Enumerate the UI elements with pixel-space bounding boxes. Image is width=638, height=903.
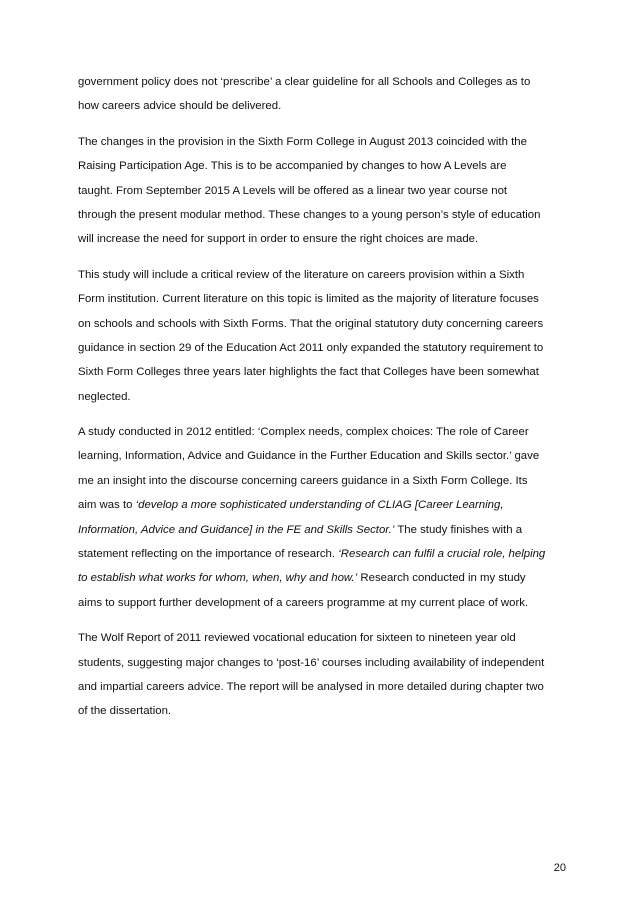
text-line xyxy=(78,420,560,444)
paragraph xyxy=(78,263,560,409)
page-number: 20 xyxy=(553,862,566,874)
text-run: Raising Participation Age. This is to be accompanied by changes to how A Levels are xyxy=(78,160,507,173)
text-run: of the dissertation. xyxy=(78,705,172,718)
text-run: guidance in section 29 of the Education Act 2011 only expanded the statutory requirement to xyxy=(78,341,544,354)
text-line xyxy=(78,360,560,384)
text-line xyxy=(78,130,560,154)
text-line xyxy=(78,651,560,675)
italic-quote: ‘Research can fulfil a crucial role, helping xyxy=(338,548,546,561)
paragraph xyxy=(78,420,560,615)
text-run: me an insight into the discourse concerning careers guidance in a Sixth Form College. Its xyxy=(78,474,528,487)
text-run: taught. From September 2015 A Levels will be offered as a linear two year course not xyxy=(78,184,508,197)
text-line xyxy=(78,287,560,311)
text-run: learning, Information, Advice and Guidance in the Further Education and Skills sector.’ gave xyxy=(78,450,540,463)
text-run: statement reflecting on the importance of research. xyxy=(78,548,339,561)
italic-quote: Information, Advice and Guidance] in the FE and Skills Sector.’ xyxy=(78,523,395,536)
text-line xyxy=(78,203,560,227)
italic-quote: to establish what works for whom, when, why and how.’ xyxy=(78,572,358,585)
text-line xyxy=(78,70,560,94)
text-run: and impartial careers advice. The report will be analysed in more detailed during chapter two xyxy=(78,680,544,693)
paragraph xyxy=(78,626,560,724)
text-run: Sixth Form Colleges three years later highlights the fact that Colleges have been somewhat xyxy=(78,366,539,379)
text-run: on schools and schools with Sixth Forms. That the original statutory duty concerning careers xyxy=(78,317,544,330)
text-line xyxy=(78,518,560,542)
body-text xyxy=(78,70,560,735)
text-line xyxy=(78,699,560,723)
text-run: will increase the need for support in order to ensure the right choices are made. xyxy=(78,233,479,246)
text-run: Form institution. Current literature on this topic is limited as the majority of literature focuses xyxy=(78,293,539,306)
text-line xyxy=(78,179,560,203)
text-line xyxy=(78,469,560,493)
text-run: aims to support further development of a careers programme at my current place of work. xyxy=(78,596,529,609)
text-line xyxy=(78,626,560,650)
text-run: government policy does not ‘prescribe’ a clear guideline for all Schools and Colleges as to xyxy=(78,76,531,88)
italic-quote: ‘develop a more sophisticated understanding of CLIAG [Career Learning, xyxy=(135,499,504,512)
text-run: how careers advice should be delivered. xyxy=(78,100,282,113)
text-line xyxy=(78,591,560,615)
text-line xyxy=(78,385,560,409)
text-line xyxy=(78,263,560,287)
text-line xyxy=(78,444,560,468)
text-line xyxy=(78,227,560,251)
text-run: aim was to xyxy=(78,499,136,512)
text-run: This study will include a critical review of the literature on careers provision within a Sixth xyxy=(78,268,525,281)
text-run: The changes in the provision in the Sixth Form College in August 2013 coincided with the xyxy=(78,135,527,148)
text-run: students, suggesting major changes to ‘post-16’ courses including availability of independent xyxy=(78,656,545,669)
paragraph xyxy=(78,130,560,252)
text-line xyxy=(78,542,560,566)
text-run: neglected. xyxy=(78,390,131,403)
text-line xyxy=(78,493,560,517)
text-run: A study conducted in 2012 entitled: ‘Complex needs, complex choices: The role of Career xyxy=(78,426,529,439)
text-line xyxy=(78,336,560,360)
paragraph xyxy=(78,70,560,119)
text-run: through the present modular method. These changes to a young person’s style of education xyxy=(78,208,541,221)
text-line xyxy=(78,154,560,178)
text-run: Research conducted in my study xyxy=(357,572,526,585)
text-run: The Wolf Report of 2011 reviewed vocational education for sixteen to nineteen year old xyxy=(78,632,516,645)
text-line xyxy=(78,94,560,118)
text-line xyxy=(78,312,560,336)
text-run: The study finishes with a xyxy=(394,523,523,536)
text-line xyxy=(78,566,560,590)
text-line xyxy=(78,675,560,699)
